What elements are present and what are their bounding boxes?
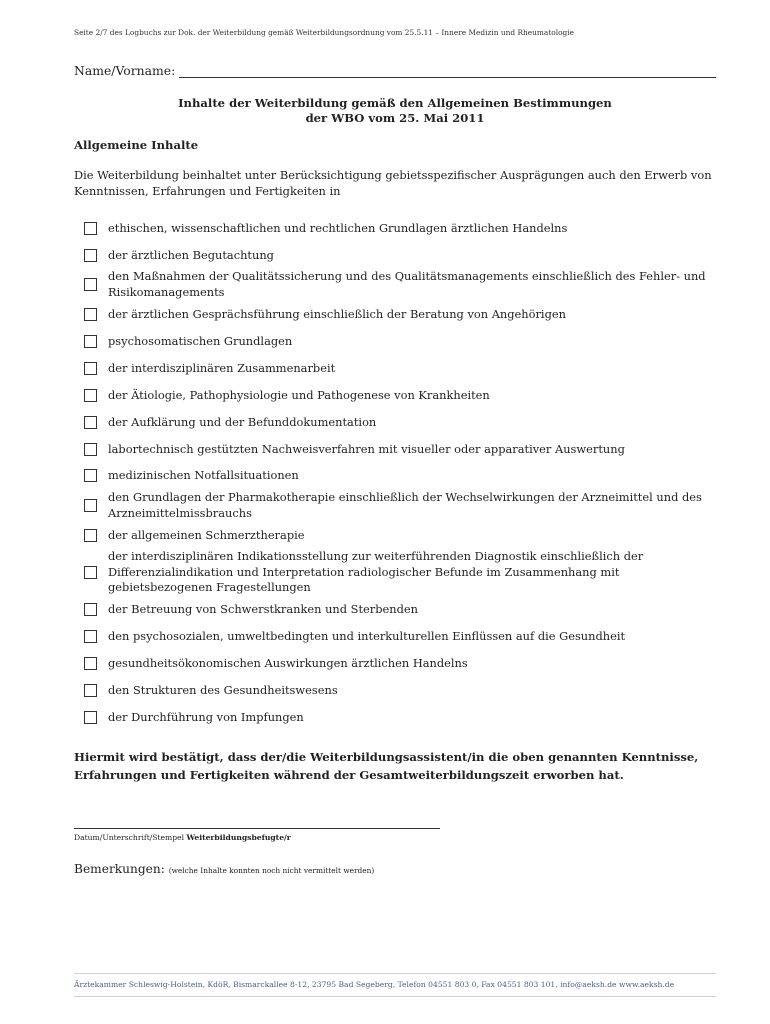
checklist-item-label: den Strukturen des Gesundheitswesens — [108, 683, 338, 697]
page-footer: Ärztekammer Schleswig-Holstein, KdöR, Bismarckallee 8-12, 23795 Bad Segeberg, Telefon 04551 803 0, Fax 04551 803 101, info@aeksh.de www.aeksh.de — [74, 980, 675, 989]
remarks-label: Bemerkungen: — [74, 862, 165, 876]
checklist-item — [84, 248, 724, 264]
checklist-item-label: der ärztlichen Gesprächsführung einschließlich der Beratung von Angehörigen — [108, 307, 566, 321]
checkbox[interactable] — [84, 416, 97, 429]
checkbox[interactable] — [84, 684, 97, 697]
checkbox[interactable] — [84, 529, 97, 542]
footer-divider-top — [74, 973, 716, 974]
confirmation-text: Hiermit wird bestätigt, dass der/die Weiterbildungsassistent/in die oben genannten Kenntnisse, Erfahrungen und Fertigkeiten während der Gesamtweiterbildungszeit erworben hat. — [74, 750, 699, 782]
name-label: Name/Vorname: — [74, 63, 176, 78]
checkbox[interactable] — [84, 603, 97, 616]
checkbox[interactable] — [84, 308, 97, 321]
checklist-item-label: den psychosozialen, umweltbedingten und interkulturellen Einflüssen auf die Gesundheit — [108, 629, 626, 643]
checklist-item — [84, 683, 724, 699]
checklist-item-label: gesundheitsökonomischen Auswirkungen ärztlichen Handelns — [108, 656, 468, 670]
signature-label-bold: Weiterbildungsbefugte/r — [186, 833, 291, 842]
checkbox[interactable] — [84, 566, 97, 579]
checklist-item-label: labortechnisch gestützten Nachweisverfahren mit visueller oder apparativer Auswertung — [108, 442, 625, 456]
checklist-item — [84, 334, 724, 350]
checkbox[interactable] — [84, 389, 97, 402]
checkbox[interactable] — [84, 362, 97, 375]
checklist-item-label: ethischen, wissenschaftlichen und rechtlichen Grundlagen ärztlichen Handelns — [108, 221, 568, 235]
title-line-1: Inhalte der Weiterbildung gemäß den Allgemeinen Bestimmungen — [178, 96, 612, 110]
checkbox[interactable] — [84, 657, 97, 670]
checklist-item-label: der ärztlichen Begutachtung — [108, 248, 274, 262]
checklist-item-label: psychosomatischen Grundlagen — [108, 334, 293, 348]
checkbox[interactable] — [84, 443, 97, 456]
checkbox[interactable] — [84, 335, 97, 348]
checklist-item-label: der Betreuung von Schwerstkranken und Sterbenden — [108, 602, 418, 616]
checklist-item-label: der Ätiologie, Pathophysiologie und Pathogenese von Krankheiten — [108, 388, 490, 402]
checklist-item-label: der Durchführung von Impfungen — [108, 710, 304, 724]
checklist-item — [84, 468, 724, 484]
checklist-item-label: den Maßnahmen der Qualitätssicherung und des Qualitätsmanagements einschließlich des Fehler- und Risikomanagements — [108, 269, 706, 299]
page-header: Seite 2/7 des Logbuchs zur Dok. der Weiterbildung gemäß Weiterbildungsordnung vom 25.5.11 – Innere Medizin und Rheumatologie — [74, 28, 575, 37]
section-heading: Allgemeine Inhalte — [74, 138, 199, 152]
checklist-item-label: den Grundlagen der Pharmakotherapie einschließlich der Wechselwirkungen der Arzneimittel und des Arzneimittelmissbrauchs — [108, 490, 702, 520]
checkbox[interactable] — [84, 222, 97, 235]
checklist-item — [84, 307, 724, 323]
checklist-item-label: der allgemeinen Schmerztherapie — [108, 528, 305, 542]
remarks — [74, 862, 374, 876]
checklist-item — [84, 490, 724, 521]
checklist-item-label: der interdisziplinären Zusammenarbeit — [108, 361, 336, 375]
checklist-item — [84, 602, 724, 618]
checklist-item — [84, 442, 724, 458]
signature-line[interactable] — [74, 828, 440, 829]
checklist-item — [84, 549, 724, 596]
checkbox[interactable] — [84, 499, 97, 512]
checklist-item-label: der interdisziplinären Indikationsstellung zur weiterführenden Diagnostik einschließlich der Differenzialindikation und Interpretation radiologischer Befunde im Zusammenhang mit gebietsbezogenen Fragestellungen — [108, 549, 644, 594]
remarks-hint: (welche Inhalte konnten noch nicht vermittelt werden) — [168, 866, 375, 875]
checkbox[interactable] — [84, 711, 97, 724]
checklist-item — [84, 629, 724, 645]
checklist-item — [84, 415, 724, 431]
checkbox[interactable] — [84, 630, 97, 643]
checklist-item — [84, 221, 724, 237]
name-row — [74, 63, 716, 78]
checklist-item — [84, 656, 724, 672]
checkbox[interactable] — [84, 278, 97, 291]
checklist-item — [84, 361, 724, 377]
intro-text: Die Weiterbildung beinhaltet unter Berücksichtigung gebietsspezifischer Ausprägungen auch den Erwerb von Kenntnissen, Erfahrungen und Fertigkeiten in — [74, 168, 712, 198]
title-line-2: der WBO vom 25. Mai 2011 — [305, 111, 485, 125]
checklist-item-label: der Aufklärung und der Befunddokumentation — [108, 415, 377, 429]
checklist-item — [84, 528, 724, 544]
page-title — [74, 96, 716, 126]
checklist-item — [84, 710, 724, 726]
checklist-item-label: medizinischen Notfallsituationen — [108, 468, 299, 482]
footer-divider-bottom — [74, 996, 716, 997]
checklist-item — [84, 388, 724, 404]
checkbox[interactable] — [84, 249, 97, 262]
checklist-item — [84, 269, 724, 300]
signature-label-prefix: Datum/Unterschrift/Stempel — [74, 833, 185, 842]
signature-label — [74, 833, 291, 842]
checkbox[interactable] — [84, 469, 97, 482]
name-input-line[interactable] — [179, 66, 716, 78]
